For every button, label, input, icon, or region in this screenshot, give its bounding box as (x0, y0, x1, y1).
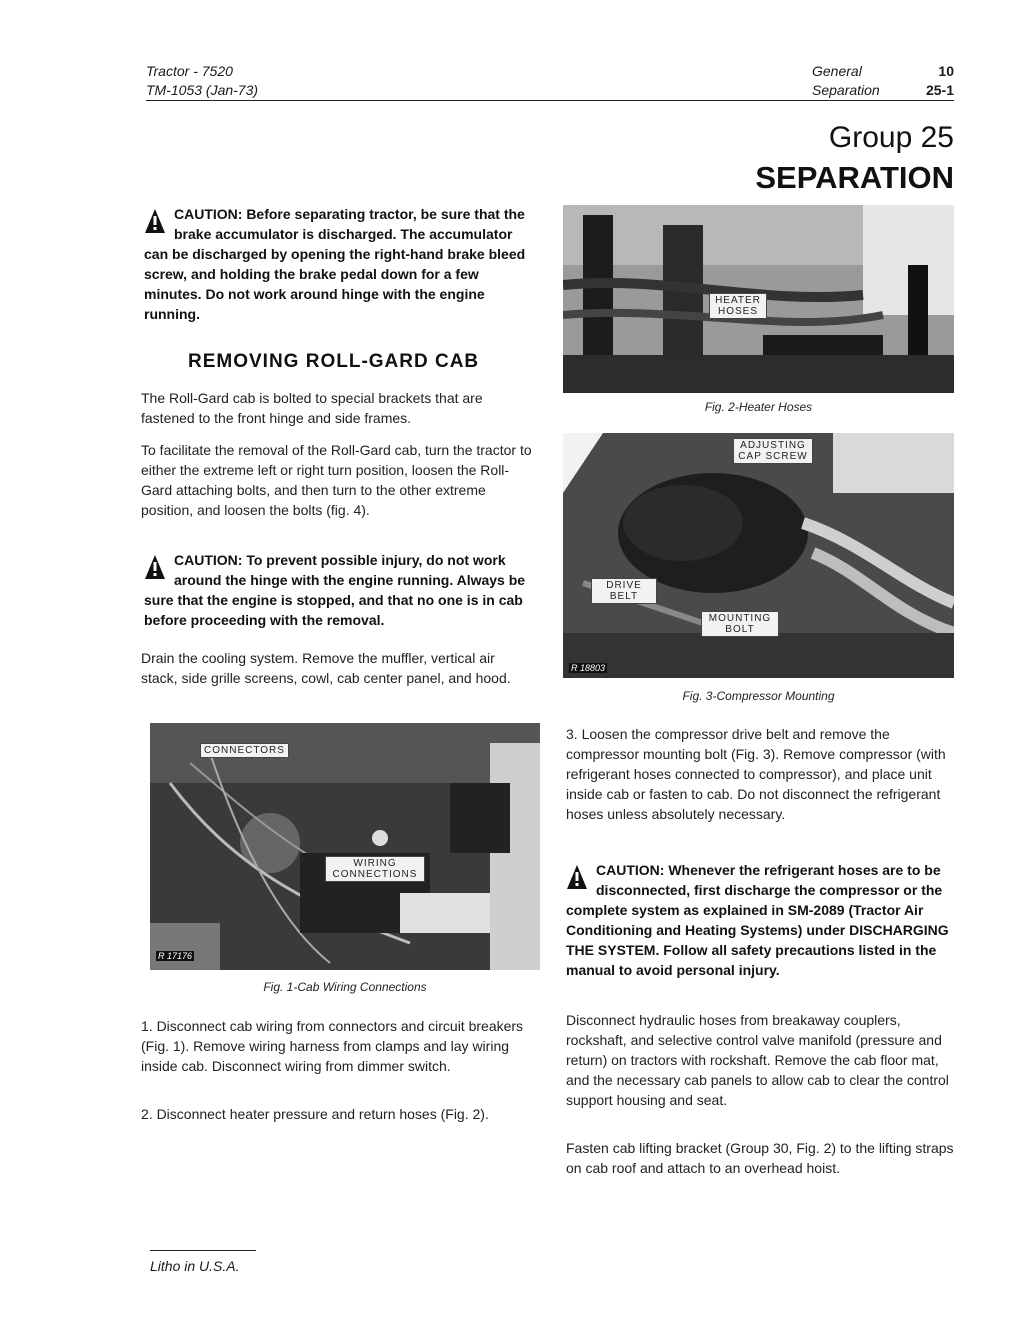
mounting-bolt-label: MOUNTING BOLT (701, 611, 779, 637)
caution-hinge (144, 550, 540, 630)
warning-triangle-icon (144, 554, 166, 580)
connectors-label: CONNECTORS (200, 743, 289, 758)
caution-text: CAUTION: To prevent possible injury, do not work around the hinge with the engine running. Always be sure that the engine is stopped, and that no one is in cab before proceeding with the removal. (144, 552, 526, 628)
header-rule (146, 100, 954, 101)
wiring-connections-label: WIRING CONNECTIONS (325, 856, 425, 882)
header-section-label: General (812, 63, 862, 79)
figure-ref-number: R 17176 (158, 951, 193, 961)
footer-rule (150, 1250, 256, 1251)
step-2: 2. Disconnect heater pressure and return hoses (Fig. 2). (141, 1106, 489, 1122)
page-title (640, 118, 954, 198)
header-page-number: 25-1 (925, 82, 954, 98)
figure-1-photo (150, 723, 540, 970)
warning-triangle-icon (566, 864, 588, 890)
header-right (812, 62, 954, 100)
group-number: Group 25 (828, 121, 954, 154)
figure-2-caption: Fig. 2-Heater Hoses (704, 400, 813, 414)
paragraph: The Roll-Gard cab is bolted to special brackets that are fastened to the front hinge and side frames. (141, 390, 483, 426)
step-1: 1. Disconnect cab wiring from connectors and circuit breakers (Fig. 1). Remove wiring harness from clamps and lay wiring inside cab. Disconnect wiring from dimmer switch. (141, 1018, 524, 1074)
caution-brake-accumulator (144, 204, 540, 324)
header-subsection-label: Separation (812, 82, 880, 98)
paragraph: To facilitate the removal of the Roll-Gard cab, turn the tractor to either the extreme left or right turn position, loosen the Roll-Gard attaching bolts, and then turn to the other extreme position, and loosen the bolts (fig. 4). (141, 442, 532, 518)
paragraph: Drain the cooling system. Remove the muffler, vertical air stack, side grille screens, cowl, cab center panel, and hood. (141, 650, 511, 686)
paragraph: Disconnect hydraulic hoses from breakaway couplers, rockshaft, and selective control valve manifold (pressure and return) on tractors with rockshaft. Remove the cab floor mat, and the necessary cab panels to allow cab to clear the control support housing and seat. (566, 1012, 949, 1108)
compressor-illustration (563, 433, 954, 678)
group-name: SEPARATION (755, 160, 954, 195)
header-section-number: 10 (938, 63, 954, 79)
figure-ref-number: R 18803 (571, 663, 606, 673)
figure-2-photo (563, 205, 954, 393)
warning-triangle-icon (144, 208, 166, 234)
caution-text: CAUTION: Whenever the refrigerant hoses are to be disconnected, first discharge the compressor or the complete system as explained in SM-2089 (Tractor Air Conditioning and Heating Systems) under DISCHARGING THE SYSTEM. Follow all safety precautions listed in the manual to avoid personal injury. (566, 862, 949, 978)
drive-belt-label: DRIVE BELT (591, 578, 657, 604)
footer-litho: Litho in U.S.A. (150, 1258, 240, 1274)
figure-3-photo (563, 433, 954, 678)
adjusting-cap-screw-label: ADJUSTING CAP SCREW (733, 438, 813, 464)
caution-text: CAUTION: Before separating tractor, be sure that the brake accumulator is discharged. The accumulator can be discharged by opening the right-hand brake bleed screw, and holding the brake pedal down for a few minutes. Do not work around hinge with the engine running. (144, 206, 526, 322)
heater-hoses-label: HEATER HOSES (709, 293, 767, 319)
caution-refrigerant (566, 860, 958, 980)
header-left (146, 62, 258, 100)
wiring-photo-illustration (150, 723, 540, 970)
section-heading: REMOVING ROLL-GARD CAB (188, 351, 480, 372)
figure-3-caption: Fig. 3-Compressor Mounting (682, 689, 835, 703)
header-tm-number: TM-1053 (Jan-73) (146, 82, 259, 98)
header-tractor-model: Tractor - 7520 (146, 63, 233, 79)
step-3: 3. Loosen the compressor drive belt and remove the compressor mounting bolt (Fig. 3). Remove compressor (with refrigerant hoses connected to compressor), and place unit inside cab or fasten to cab. Do not disconnect the refrigerant hoses unless absolutely necessary. (566, 726, 946, 822)
paragraph: Fasten cab lifting bracket (Group 30, Fig. 2) to the lifting straps on cab roof and attach to an overhead hoist. (566, 1140, 954, 1176)
figure-1-caption: Fig. 1-Cab Wiring Connections (263, 980, 427, 994)
